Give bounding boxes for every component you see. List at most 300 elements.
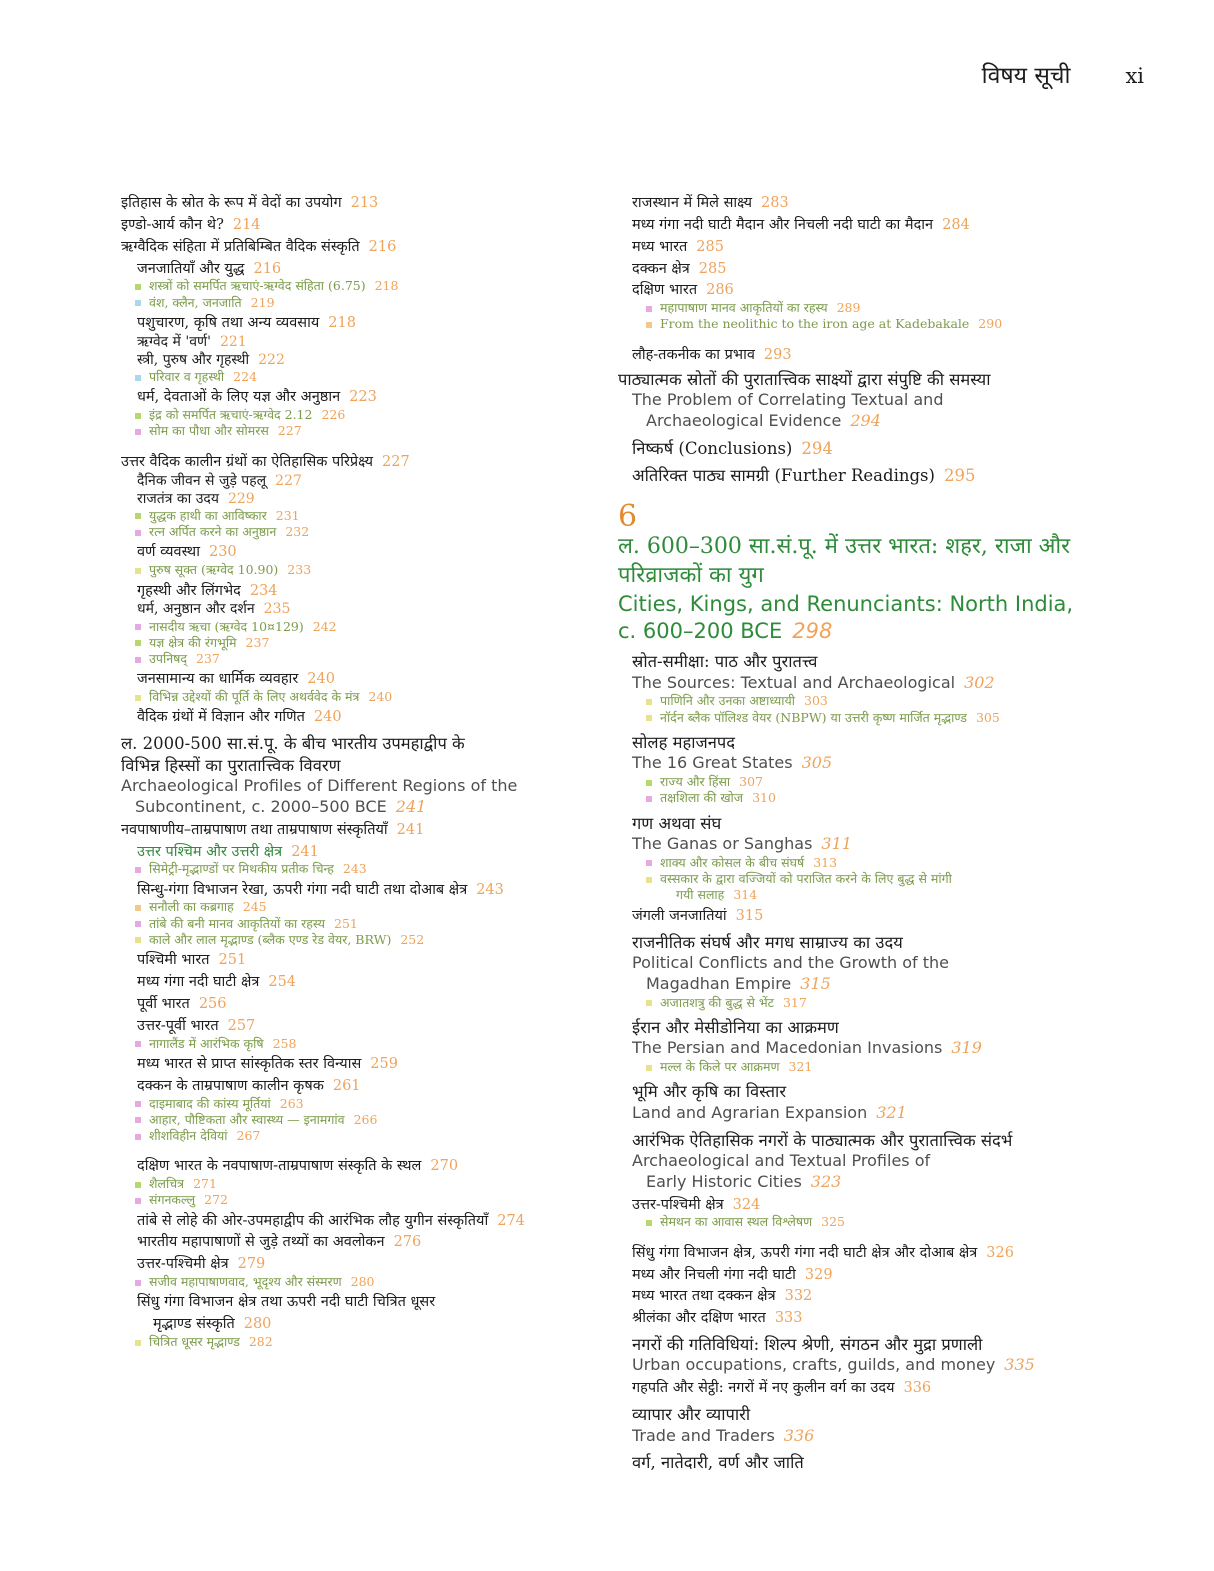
- toc-page-number: 286: [706, 282, 734, 299]
- toc-heading: [618, 346, 1158, 365]
- toc-box-entry: [121, 635, 591, 651]
- toc-entry-text: इण्डो-आर्य कौन थे?: [121, 216, 224, 233]
- toc-box-entry: [121, 369, 591, 385]
- toc-entry-text: वैदिक ग्रंथों में विज्ञान और गणित: [137, 709, 305, 726]
- bullet-square: [135, 640, 141, 646]
- toc-box-entry: [618, 710, 1158, 726]
- bullet-square: [135, 300, 141, 306]
- bullet-square: [646, 306, 652, 312]
- bullet-square: [135, 413, 141, 419]
- toc-entry-text: मध्य गंगा नदी घाटी मैदान और निचली नदी घाटी का मैदान: [632, 216, 934, 233]
- toc-box-entry: [121, 861, 591, 877]
- toc-box-entry: [121, 1112, 591, 1128]
- toc-entry-text: शस्त्रों को समर्पित ऋचाएं-ऋग्वेद संहिता (6.75): [149, 278, 366, 294]
- toc-page-number: 218: [374, 278, 399, 294]
- toc-page-number: 332: [784, 1288, 813, 1305]
- bullet-square: [135, 657, 141, 663]
- toc-entry-text: तांबे से लोहे की ओर-उपमहाद्वीप की आरंभिक लौह युगीन संस्कृतियाँ: [137, 1212, 489, 1229]
- toc-entry-text: राजस्थान में मिले साक्ष्य: [632, 195, 753, 211]
- toc-section-title: [618, 813, 1158, 834]
- bullet-square: [646, 877, 652, 883]
- toc-entry-text: Political Conflicts and the Growth of the: [632, 952, 950, 972]
- toc-entry-text: Urban occupations, crafts, guilds, and money: [632, 1355, 996, 1375]
- toc-section-title: [618, 438, 1158, 459]
- toc-box-entry: [618, 790, 1158, 806]
- toc-subentry: [121, 1255, 591, 1274]
- toc-entry-text: सिन्धु-गंगा विभाजन रेखा, ऊपरी गंगा नदी घाटी तथा दोआब क्षेत्र: [137, 881, 468, 898]
- toc-page-number: 251: [334, 915, 358, 931]
- toc-entry-text: नवपाषाणीय–ताम्रपाषाण तथा ताम्रपाषाण संस्कृतियाँ: [121, 821, 388, 838]
- toc-entry-text: गृहस्थी और लिंगभेद: [137, 582, 241, 599]
- bullet-square: [135, 513, 141, 519]
- toc-entry-text: उत्तर पश्चिम और उत्तरी क्षेत्र: [137, 843, 283, 860]
- toc-page-number: 305: [975, 709, 1000, 725]
- toc-page-number: 285: [698, 260, 727, 277]
- toc-spacer: [121, 440, 591, 450]
- toc-entry-text: नागालैंड में आरंभिक कृषि: [149, 1035, 264, 1051]
- toc-section-title-english: [618, 411, 1158, 432]
- toc-entry-text: युद्धक हाथी का आविष्कार: [149, 507, 267, 523]
- toc-page-number: 333: [774, 1310, 803, 1327]
- toc-page-number: 315: [735, 907, 764, 924]
- toc-page-number: 280: [243, 1316, 272, 1333]
- toc-entry-text: पशुचारण, कृषि तथा अन्य व्यवसाय: [137, 314, 320, 331]
- toc-entry-text: जनजातियाँ और युद्ध: [137, 260, 245, 277]
- bullet-square: [135, 921, 141, 927]
- toc-entry-text: राजनीतिक संघर्ष और मगध साम्राज्य का उदय: [632, 932, 903, 952]
- toc-page-number: 226: [321, 407, 346, 423]
- toc-subentry: [121, 582, 591, 601]
- toc-section-title-english: [618, 1355, 1158, 1376]
- toc-subentry: [618, 260, 1158, 279]
- toc-entry-text: पाणिनि और उनका अष्टाध्यायी: [660, 693, 795, 709]
- toc-entry-text: शीशविहीन देवियां: [149, 1128, 228, 1144]
- toc-page-number: 305: [801, 753, 833, 773]
- toc-box-entry: [121, 619, 591, 635]
- toc-page-number: 245: [242, 899, 267, 915]
- toc-box-entry: [121, 278, 591, 294]
- toc-subentry: [121, 843, 591, 862]
- toc-box-entry: [618, 316, 1158, 332]
- toc-subentry: [121, 543, 591, 562]
- toc-page-number: 321: [788, 1059, 813, 1075]
- toc-page-number: 243: [476, 881, 504, 898]
- toc-section-title-english: [618, 1038, 1158, 1059]
- toc-entry-text: सिंधु गंगा विभाजन क्षेत्र तथा ऊपरी नदी घाटी चित्रित धूसर: [137, 1294, 436, 1311]
- toc-entry-text: ल. 2000-500 सा.सं.पू. के बीच भारतीय उपमहाद्वीप के: [121, 734, 465, 754]
- toc-entry-text: काले और लाल मृद्भाण्ड (ब्लैक एण्ड रेड वेयर, BRW): [149, 931, 392, 947]
- toc-entry-text: पूर्वी भारत: [137, 995, 190, 1012]
- toc-entry-text: भारतीय महापाषाणों से जुड़े तथ्यों का अवलोकन: [137, 1234, 385, 1251]
- bullet-square: [646, 860, 652, 866]
- toc-entry-text: मध्य गंगा नदी घाटी क्षेत्र: [137, 974, 260, 991]
- toc-entry-text: From the neolithic to the iron age at Kadebakale: [660, 316, 970, 332]
- toc-entry-text: गण अथवा संघ: [632, 813, 722, 833]
- bullet-square: [135, 375, 141, 381]
- toc-heading: [618, 1287, 1158, 1306]
- toc-page-number: 274: [497, 1212, 525, 1229]
- toc-subentry: [121, 670, 591, 689]
- toc-entry-text: आहार, पौष्टिकता और स्वास्थ्य — इनामगांव: [149, 1111, 345, 1127]
- toc-entry-text: सिंधु गंगा विभाजन क्षेत्र, ऊपरी गंगा नदी घाटी क्षेत्र और दोआब क्षेत्र: [632, 1244, 978, 1261]
- toc-subentry: [121, 600, 591, 618]
- toc-box-entry: [618, 1214, 1158, 1230]
- toc-box-entry: [121, 1192, 591, 1208]
- toc-heading: [121, 216, 591, 235]
- toc-box-entry: [121, 1128, 591, 1144]
- toc-entry-text: इंद्र को समर्पित ऋचाएं-ऋग्वेद 2.12: [149, 407, 313, 423]
- toc-section-title: [618, 465, 1158, 486]
- toc-page-number: 293: [763, 346, 792, 363]
- toc-section-title: [618, 1017, 1158, 1038]
- toc-box-entry: [121, 651, 591, 667]
- toc-entry-text: The 16 Great States: [632, 753, 793, 773]
- toc-page-number: 313: [813, 854, 838, 870]
- toc-entry-text: गहपति और सेट्ठी: नगरों में नए कुलीन वर्ग का उदय: [632, 1380, 895, 1397]
- toc-entry-text: दाइमाबाद की कांस्य मूर्तियां: [149, 1095, 271, 1111]
- bullet-square: [135, 867, 141, 873]
- toc-entry-text: सिमेट्री-मृद्भाण्डों पर मिथकीय प्रतीक चिन्ह: [149, 861, 334, 877]
- toc-subentry: [121, 314, 591, 333]
- toc-entry-text: मल्ल के किले पर आक्रमण: [660, 1059, 780, 1075]
- bullet-square: [646, 715, 652, 721]
- bullet-square: [135, 1101, 141, 1107]
- toc-page-number: 284: [942, 216, 970, 233]
- toc-box-entry: [618, 300, 1158, 316]
- toc-page-number: 289: [836, 300, 861, 316]
- toc-page-number: 263: [279, 1095, 304, 1111]
- toc-page-number: 256: [198, 995, 227, 1012]
- toc-entry-text: शैलचित्र: [149, 1176, 185, 1192]
- toc-page-number: 242: [312, 618, 337, 634]
- toc-entry-text: c. 600–200 BCE: [618, 618, 783, 643]
- toc-page-number: 216: [368, 238, 397, 255]
- toc-entry-text: परिवार व गृहस्थी: [149, 369, 225, 385]
- toc-box-entry: [121, 689, 591, 705]
- toc-entry-text: इतिहास के स्रोत के रूप में वेदों का उपयोग: [121, 195, 342, 211]
- toc-subentry: [121, 388, 591, 407]
- toc-section-title: [618, 732, 1158, 753]
- toc-subentry: [121, 472, 591, 490]
- toc-entry-text: रत्न अर्पित करने का अनुष्ठान: [149, 524, 277, 540]
- toc-entry-text: लौह-तकनीक का प्रभाव: [632, 346, 755, 363]
- toc-box-entry: [121, 562, 591, 578]
- toc-page-number: 254: [268, 974, 297, 991]
- toc-page-number: 280: [350, 1274, 375, 1290]
- toc-subentry: [121, 1212, 591, 1231]
- toc-page-number: 237: [245, 634, 270, 650]
- toc-entry-text: पुरुष सूक्त (ऋग्वेद 10.90): [149, 562, 279, 578]
- toc-page-number: 283: [761, 195, 789, 211]
- toc-entry-text: ऋग्वैदिक संहिता में प्रतिबिम्बित वैदिक संस्कृति: [121, 238, 360, 255]
- toc-page-number: 335: [1004, 1355, 1035, 1375]
- toc-page-number: 218: [328, 314, 356, 331]
- toc-entry-text: व्यापार और व्यापारी: [632, 1405, 751, 1425]
- toc-entry-text: दक्षिण भारत: [632, 282, 698, 299]
- toc-page-number: 282: [248, 1334, 273, 1350]
- toc-heading: [121, 194, 591, 213]
- toc-box-entry: [121, 916, 591, 932]
- toc-page-number: 267: [236, 1128, 261, 1144]
- bullet-square: [135, 1134, 141, 1140]
- toc-page-number: 261: [332, 1077, 361, 1094]
- toc-page-number: 229: [227, 490, 255, 507]
- bullet-square: [135, 1280, 141, 1286]
- bullet-square: [646, 699, 652, 705]
- toc-page-number: 317: [782, 994, 807, 1010]
- toc-spacer: [618, 1231, 1158, 1241]
- toc-entry-text: उत्तर वैदिक कालीन ग्रंथों का ऐतिहासिक परिप्रेक्ष्य: [121, 453, 374, 470]
- bullet-square: [646, 796, 652, 802]
- toc-entry-text: वर्ण व्यवस्था: [137, 544, 200, 561]
- toc-section-title-english: [618, 1426, 1158, 1447]
- toc-page-number: 237: [196, 651, 220, 667]
- toc-page-number: 272: [204, 1192, 228, 1208]
- bullet-square: [135, 624, 141, 630]
- toc-subentry: [121, 951, 591, 970]
- toc-entry-text: सोलह महाजनपद: [632, 732, 736, 752]
- toc-page-number: 271: [193, 1176, 217, 1192]
- toc-box-entry: [121, 1096, 591, 1112]
- toc-subentry: [121, 1293, 591, 1312]
- toc-section-title-english: [618, 1172, 1158, 1193]
- page-header: [982, 58, 1144, 90]
- toc-entry-text: अजातशत्रु की बुद्ध से भेंट: [660, 994, 774, 1010]
- bullet-square: [646, 1220, 652, 1226]
- toc-page-number: 295: [943, 466, 976, 486]
- toc-entry-text: उत्तर-पश्चिमी क्षेत्र: [137, 1256, 229, 1273]
- toc-entry-text: नगरों की गतिविधियां: शिल्प श्रेणी, संगठन और मुद्रा प्रणाली: [632, 1335, 983, 1355]
- bullet-square: [135, 429, 141, 435]
- toc-entry-text: ऋग्वेद में 'वर्ण': [137, 333, 211, 350]
- bullet-square: [646, 1065, 652, 1071]
- toc-box-entry: [121, 508, 591, 524]
- toc-box-entry: [121, 1274, 591, 1290]
- toc-box-entry: [618, 1059, 1158, 1075]
- toc-heading: [618, 1244, 1158, 1263]
- toc-entry-text: मध्य भारत तथा दक्कन क्षेत्र: [632, 1288, 776, 1305]
- toc-entry-text: दक्कन क्षेत्र: [632, 260, 690, 277]
- chapter-title-hindi: [618, 562, 1158, 591]
- toc-page-number: 214: [232, 216, 261, 233]
- bullet-square: [135, 1041, 141, 1047]
- toc-page-number: 227: [275, 472, 302, 489]
- toc-page-number: 221: [219, 333, 247, 350]
- toc-page-number: 315: [800, 973, 831, 993]
- toc-entry-text: मध्य और निचली गंगा नदी घाटी: [632, 1266, 796, 1283]
- bullet-square: [135, 1198, 141, 1204]
- toc-subentry: [121, 1017, 591, 1036]
- toc-entry-text: पाठ्यात्मक स्रोतों की पुरातात्त्विक साक्ष्यों द्वारा संपुष्टि की समस्या: [618, 369, 991, 389]
- toc-right-column: [618, 191, 1158, 1474]
- toc-entry-text: सोम का पौधा और सोमरस: [149, 423, 269, 439]
- toc-spacer: [121, 1144, 591, 1154]
- toc-page-number: 241: [291, 843, 319, 860]
- toc-page-number: 216: [253, 260, 282, 277]
- bullet-square: [135, 937, 141, 943]
- page-number: xi: [1125, 64, 1144, 88]
- toc-entry-text: मध्य भारत: [632, 238, 688, 255]
- toc-section-title: [618, 1404, 1158, 1425]
- toc-entry-text: Trade and Traders: [632, 1425, 775, 1445]
- toc-section-title-english: [121, 797, 591, 818]
- toc-box-entry: [618, 693, 1158, 709]
- toc-page-number: 219: [250, 294, 275, 310]
- toc-page-number: 241: [396, 821, 425, 838]
- toc-page-number: 251: [218, 952, 247, 969]
- toc-section-title-english: [121, 776, 591, 797]
- bullet-square: [135, 695, 141, 701]
- toc-entry-text: वर्ग, नातेदारी, वर्ण और जाति: [632, 1453, 804, 1473]
- bullet-square: [646, 322, 652, 328]
- toc-entry-text: गयी सलाह: [676, 887, 725, 903]
- toc-page-number: 325: [821, 1214, 846, 1230]
- toc-page-number: 213: [350, 195, 379, 211]
- toc-page-number: 258: [272, 1035, 297, 1051]
- toc-page-number: 223: [349, 389, 377, 406]
- toc-section-title: [618, 1452, 1158, 1473]
- toc-page-number: 234: [249, 582, 278, 599]
- toc-entry-text: पश्चिमी भारत: [137, 952, 210, 969]
- toc-subentry: [121, 973, 591, 992]
- toc-entry-text: मृद्भाण्ड संस्कृति: [153, 1316, 235, 1333]
- toc-entry-text: श्रीलंका और दक्षिण भारत: [632, 1310, 766, 1327]
- toc-page-number: 329: [804, 1266, 833, 1283]
- toc-box-entry: [121, 524, 591, 540]
- toc-box-entry: [618, 871, 1158, 887]
- toc-entry-text: जनसामान्य का धार्मिक व्यवहार: [137, 671, 299, 688]
- toc-section-title-english: [618, 834, 1158, 855]
- toc-subentry: [618, 281, 1158, 300]
- toc-page-number: 227: [277, 423, 302, 439]
- toc-entry-text: दैनिक जीवन से जुड़े पहलू: [137, 472, 267, 489]
- bullet-square: [135, 1182, 141, 1188]
- toc-entry-text: स्रोत-समीक्षा: पाठ और पुरातत्त्व: [632, 652, 818, 672]
- chapter-number: [618, 500, 1158, 533]
- toc-entry-text: स्त्री, पुरुष और गृहस्थी: [137, 351, 250, 368]
- toc-page-number: 336: [903, 1380, 932, 1397]
- toc-entry-text: चित्रित धूसर मृद्भाण्ड: [149, 1334, 240, 1350]
- toc-page-number: 276: [393, 1234, 422, 1251]
- toc-entry-text: सनौली का कब्रगाह: [149, 899, 234, 915]
- toc-entry-text: Early Historic Cities: [646, 1171, 802, 1191]
- toc-page-number: 307: [739, 774, 764, 790]
- toc-page-number: 294: [801, 438, 833, 458]
- toc-entry-text: अतिरिक्त पाठ्य सामग्री (Further Readings): [632, 466, 935, 486]
- bullet-square: [646, 1000, 652, 1006]
- toc-page-number: 326: [986, 1244, 1014, 1261]
- toc-entry-text: शाक्य और कोसल के बीच संघर्ष: [660, 854, 805, 870]
- toc-entry-text: दक्कन के ताम्रपाषाण कालीन कृषक: [137, 1077, 324, 1094]
- toc-page-number: 302: [964, 672, 995, 692]
- toc-entry-text: Subcontinent, c. 2000–500 BCE: [135, 796, 387, 816]
- running-title: विषय सूची: [981, 63, 1071, 89]
- toc-section-title: [618, 1334, 1158, 1355]
- toc-entry-text: यज्ञ क्षेत्र की रंगभूमि: [149, 634, 237, 650]
- toc-subentry: [121, 881, 591, 900]
- toc-subentry: [618, 216, 1158, 235]
- toc-page-number: 319: [951, 1038, 982, 1058]
- toc-entry-text: ईरान और मेसीडोनिया का आक्रमण: [632, 1017, 839, 1037]
- toc-section-title-english: [618, 753, 1158, 774]
- toc-page-number: 222: [258, 351, 285, 368]
- toc-box-entry-continued: [618, 887, 1158, 903]
- bullet-square: [646, 780, 652, 786]
- toc-entry-text: धर्म, देवताओं के लिए यज्ञ और अनुष्ठान: [137, 389, 341, 406]
- toc-entry-text: 6: [618, 499, 638, 535]
- toc-subentry: [121, 333, 591, 351]
- toc-heading: [618, 907, 1158, 926]
- toc-entry-text: राज्य और हिंसा: [660, 774, 731, 790]
- bullet-square: [135, 1340, 141, 1346]
- toc-page-number: 259: [370, 1055, 398, 1072]
- toc-section-title-english: [618, 1151, 1158, 1172]
- toc-page-number: 240: [313, 709, 342, 726]
- toc-page-number: 321: [876, 1102, 907, 1122]
- toc-page-number: 294: [850, 410, 881, 430]
- toc-page-number: 311: [821, 834, 852, 854]
- toc-subentry: [121, 1233, 591, 1252]
- toc-heading: [618, 1309, 1158, 1328]
- toc-page-number: 285: [696, 238, 724, 255]
- toc-box-entry: [121, 899, 591, 915]
- toc-entry-text: नॉर्दन ब्लैक पॉलिश्ड वेयर (NBPW) या उत्तरी कृष्ण मार्जित मृद्भाण्ड: [660, 709, 967, 725]
- toc-page-number: 314: [733, 887, 758, 903]
- toc-page-number: 336: [783, 1425, 815, 1445]
- toc-entry-text: The Ganas or Sanghas: [632, 834, 813, 854]
- toc-page-number: 235: [263, 601, 291, 618]
- toc-page-number: 241: [395, 796, 427, 816]
- toc-entry-text: वंश, क्लैन, जनजाति: [149, 294, 242, 310]
- toc-page-number: 310: [752, 790, 776, 806]
- toc-subentry: [121, 1055, 591, 1074]
- toc-page-number: 224: [233, 369, 258, 385]
- toc-entry-text: सेमथन का आवास स्थल विश्लेषण: [660, 1214, 813, 1230]
- toc-entry-text: निष्कर्ष (Conclusions): [632, 438, 793, 458]
- toc-entry-text: परिव्राजकों का युग: [618, 563, 764, 589]
- toc-entry-text: तक्षशिला की खोज: [660, 790, 744, 806]
- toc-entry-text: सजीव महापाषाणवाद, भूदृश्य और संस्मरण: [149, 1274, 342, 1290]
- toc-subentry: [121, 708, 591, 727]
- toc-section-title: [121, 733, 591, 754]
- toc-heading: [121, 238, 591, 257]
- toc-page-number: 257: [227, 1017, 256, 1034]
- toc-box-entry: [618, 855, 1158, 871]
- chapter-title-english: [618, 591, 1158, 618]
- toc-section-title-english: [618, 1103, 1158, 1124]
- toc-page-number: 290: [978, 316, 1003, 332]
- toc-page-number: 240: [307, 671, 335, 688]
- toc-page-number: 252: [400, 931, 425, 947]
- toc-entry-text: धर्म, अनुष्ठान और दर्शन: [137, 601, 255, 618]
- bullet-square: [135, 568, 141, 574]
- toc-box-entry: [121, 407, 591, 423]
- toc-box-entry: [121, 1176, 591, 1192]
- toc-subentry: [121, 1315, 591, 1334]
- toc-entry-text: Cities, Kings, and Renunciants: North India,: [618, 591, 1074, 616]
- toc-entry-text: The Sources: Textual and Archaeological: [632, 672, 956, 692]
- toc-page-number: 227: [382, 453, 410, 470]
- toc-page-number: 231: [275, 507, 300, 523]
- toc-page-number: 279: [237, 1256, 266, 1273]
- toc-section-title: [618, 1130, 1158, 1151]
- toc-page-number: 230: [208, 544, 237, 561]
- toc-entry-text: The Persian and Macedonian Invasions: [632, 1038, 943, 1058]
- toc-entry-text: The Problem of Correlating Textual and: [632, 390, 944, 409]
- toc-heading: [618, 1196, 1158, 1215]
- toc-section-title-english: [618, 673, 1158, 694]
- toc-heading: [121, 821, 591, 840]
